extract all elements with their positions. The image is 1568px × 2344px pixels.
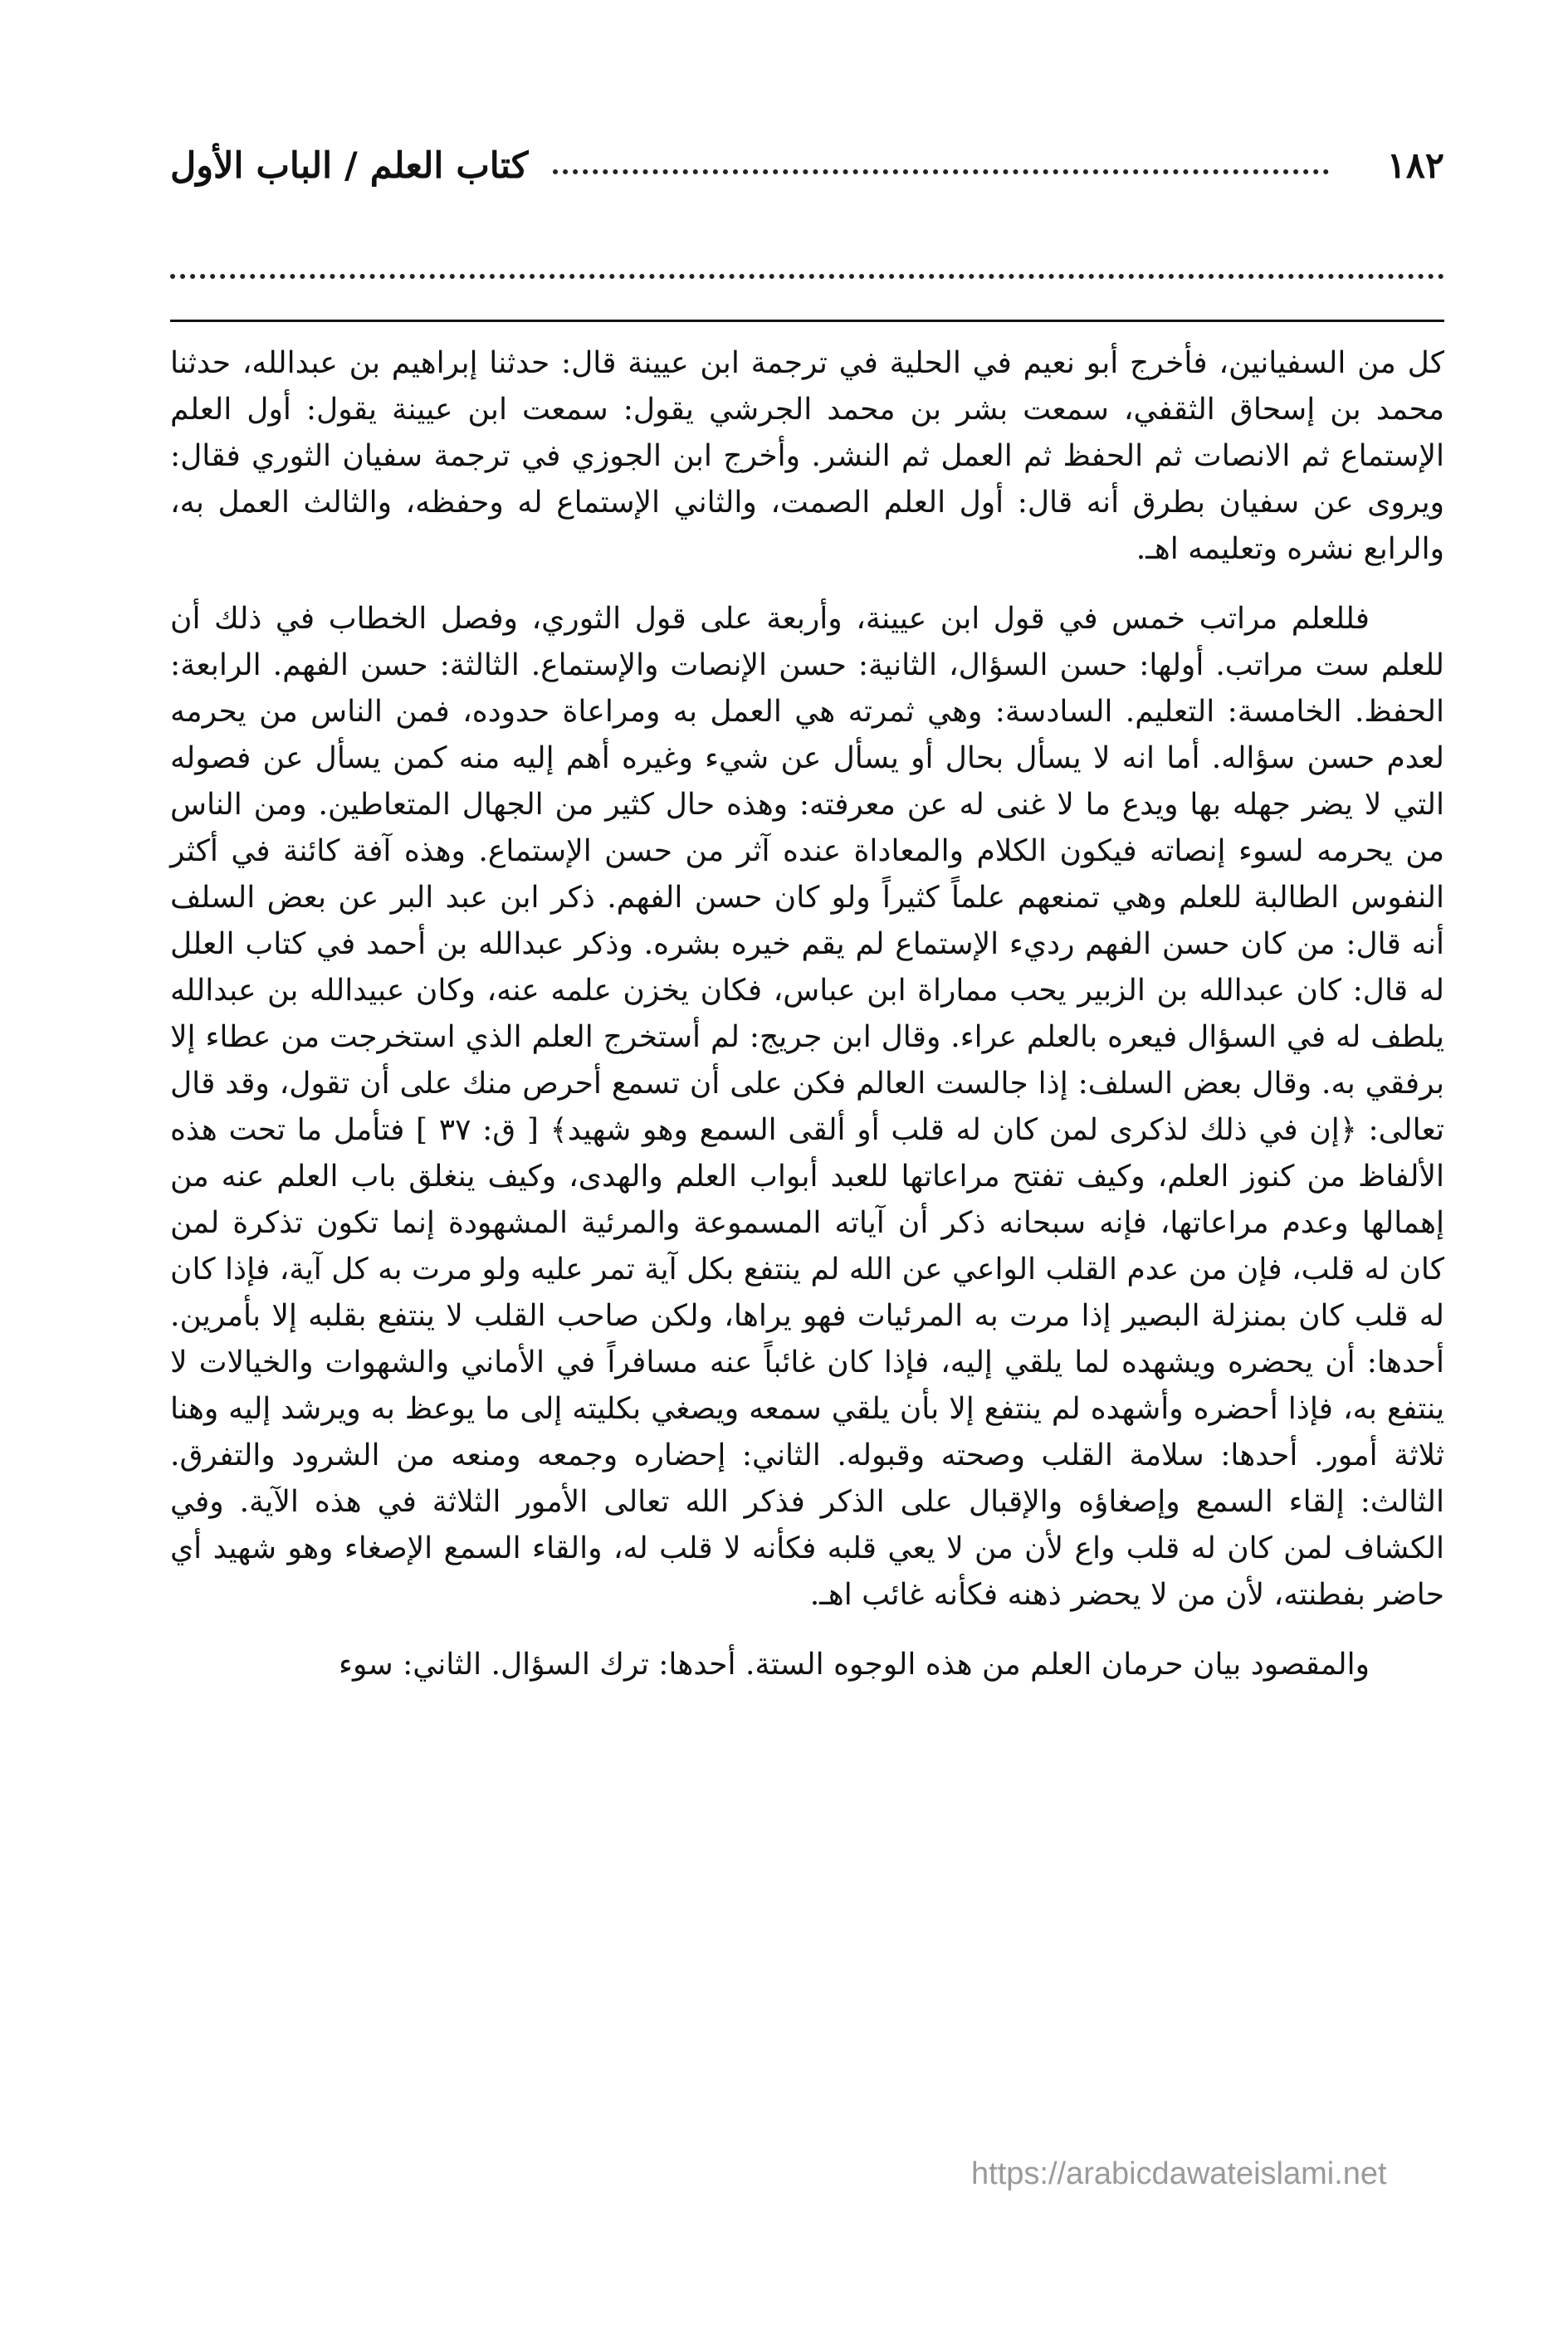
header-dotted-leader xyxy=(553,158,1328,174)
horizontal-rule xyxy=(170,320,1444,322)
paragraph-2: فللعلم مراتب خمس في قول ابن عيينة، وأربعة على قول الثوري، وفصل الخطاب في ذلك أن للعلم ست مراتب. أولها: حسن السؤال، الثانية: حسن الإنصات والإستماع. الثالثة: حسن الفهم. الرابعة: الحفظ. الخامسة: التعليم. السادسة: وهي ثمرته هي العمل به ومراعاة حدوده، فمن الناس من يحرمه لعدم حسن سؤاله. أما انه لا يسأل بحال أو يسأل عن شيء وغيره أهم إليه منه كمن يسأل عن فصوله التي لا يضر جهله بها ويدع ما لا غنى له عن معرفته: وهذه حال كثير من الجهال المتعاطين. ومن الناس من يحرمه لسوء إنصاته فيكون الكلام والمعاداة عنده آثر من حسن الإستماع. وهذه آفة كائنة في أكثر النفوس الطالبة للعلم وهي تمنعهم علماً كثيراً ولو كان حسن الفهم. ذكر ابن عبد البر عن بعض السلف أنه قال: من كان حسن الفهم رديء الإستماع لم يقم خيره بشره. وذكر عبدالله بن أحمد في كتاب العلل له قال: كان عبدالله بن الزبير يحب مماراة ابن عباس، فكان يخزن علمه عنه، وكان عبيدالله بن عبدالله يلطف له في السؤال فيعره بالعلم عراء. وقال ابن جريج: لم أستخرج العلم الذي استخرجت من عطاء إلا برفقي به. وقال بعض السلف: إذا جالست العالم فكن على أن تسمع أحرص منك على أن تقول، وقد قال تعالى: ﴿إن في ذلك لذكرى لمن كان له قلب أو ألقى السمع وهو شهيد﴾ [ ق: ٣٧ ] فتأمل ما تحت هذه الألفاظ من كنوز العلم، وكيف تفتح مراعاتها للعبد أبواب العلم والهدى، وكيف ينغلق باب العلم عنه من إهمالها وعدم مراعاتها، فإنه سبحانه ذكر أن آياته المسموعة والمرئية المشهودة إنما تكون تذكرة لمن كان له قلب، فإن من عدم القلب الواعي عن الله لم ينتفع بكل آية تمر عليه ولو مرت به كل آية، فإذا كان له قلب كان بمنزلة البصير إذا مرت به المرئيات فهو يراها، ولكن صاحب القلب لا ينتفع بقلبه إلا بأمرين. أحدها: أن يحضره ويشهده لما يلقي إليه، فإذا كان غائباً عنه مسافراً في الأماني والشهوات والخيالات لا ينتفع به، فإذا أحضره وأشهده لم ينتفع إلا بأن يلقي سمعه ويصغي بكليته إلى ما يوعظ به ويرشد إليه وهنا ثلاثة أمور. أحدها: سلامة القلب وصحته وقبوله. الثاني: إحضاره وجمعه ومنعه من الشرود والتفرق. الثالث: إلقاء السمع وإصغاؤه والإقبال على الذكر فذكر الله تعالى الأمور الثلاثة في هذه الآية. وفي الكشاف لمن كان له قلب واع لأن من لا يعي قلبه فكأنه لا قلب له، والقاء السمع الإصغاء وهو شهيد أي حاضر بفطنته، لأن من لا يحضر ذهنه فكأنه غائب اهـ. xyxy=(170,602,1445,1612)
chapter-title: كتاب العلم / الباب الأول xyxy=(170,145,529,187)
page-body xyxy=(170,340,1444,1688)
paragraph-3: والمقصود بيان حرمان العلم من هذه الوجوه الستة. أحدها: ترك السؤال. الثاني: سوء xyxy=(339,1648,1370,1682)
website-watermark: https://arabicdawateislami.net xyxy=(971,2156,1387,2191)
paragraph-1: كل من السفيانين، فأخرج أبو نعيم في الحلية في ترجمة ابن عيينة قال: حدثنا إبراهيم بن عبدالله، حدثنا محمد بن إسحاق الثقفي، سمعت بشر بن محمد الجرشي يقول: سمعت ابن عيينة يقول: أول العلم الإستماع ثم الانصات ثم الحفظ ثم العمل ثم النشر. وأخرج ابن الجوزي في ترجمة سفيان الثوري فقال: ويروى عن سفيان بطرق أنه قال: أول العلم الصمت، والثاني الإستماع له وحفظه، والثالث العمل به، والرابع نشره وتعليمه اهـ. xyxy=(170,346,1444,566)
page-header xyxy=(170,137,1444,195)
page-number: ١٨٢ xyxy=(1386,145,1444,187)
dotted-separator xyxy=(170,266,1444,279)
